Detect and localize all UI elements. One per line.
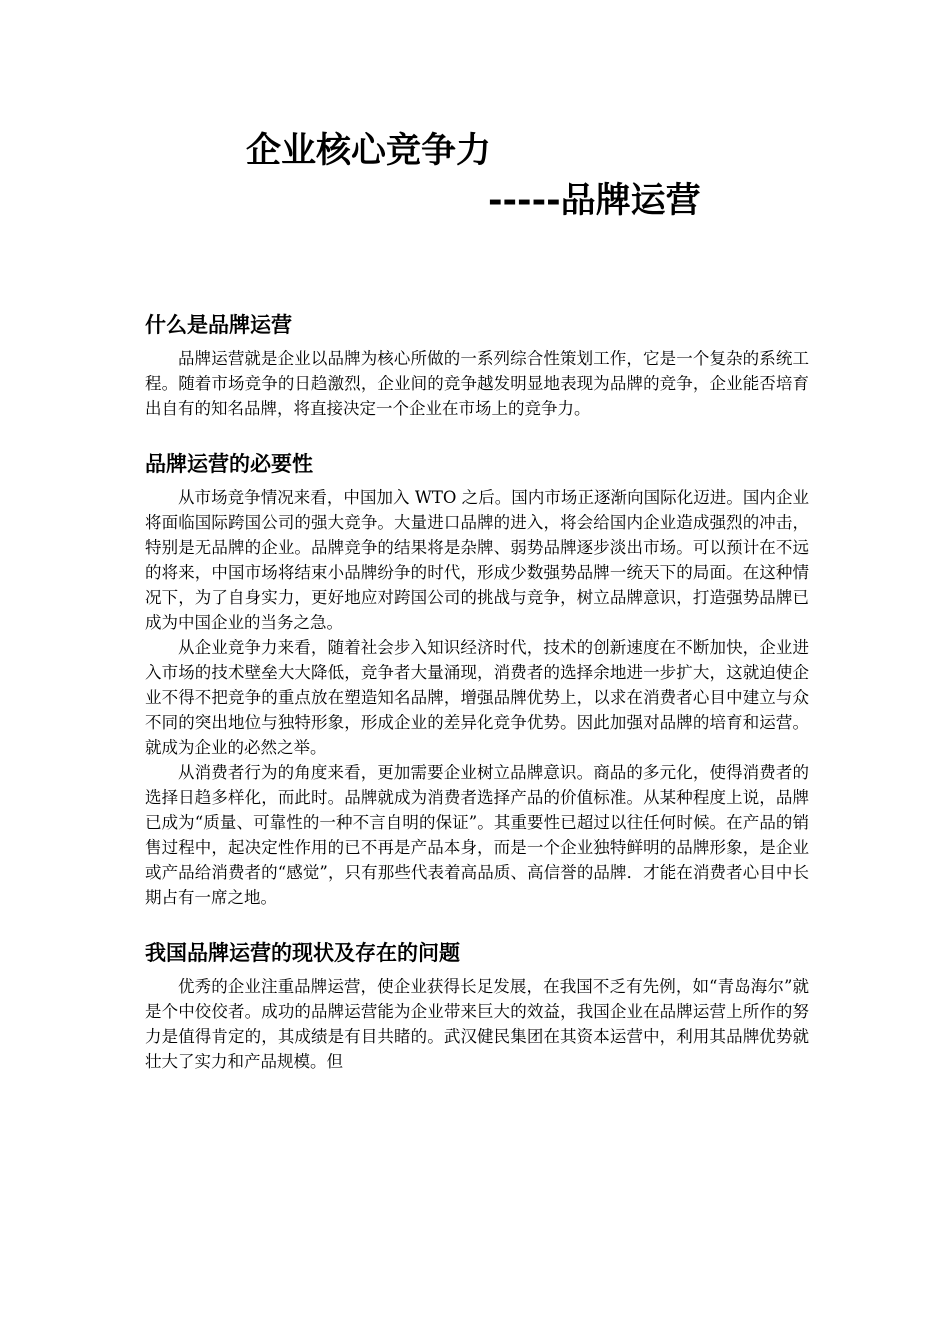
section-heading: 我国品牌运营的现状及存在的问题 <box>145 941 460 965</box>
section-heading: 品牌运营的必要性 <box>145 452 313 476</box>
paragraph: 从企业竞争力来看，随着社会步入知识经济时代，技术的创新速度在不断加快，企业进入市场的技术壁垒大大降低，竞争者大量涌现，消费者的选择余地进一步扩大，这就迫使企业不得不把竞争的重点放在塑造知名品牌，增强品牌优势上，以求在消费者心目中建立与众不同的突出地位与独特形象，形成企业的差异化竞争优势。因此加强对品牌的培育和运营。就成为企业的必然之举。 <box>145 638 809 757</box>
paragraph: 优秀的企业注重品牌运营，使企业获得长足发展，在我国不乏有先例，如“青岛海尔”就是个中佼佼者。成功的品牌运营能为企业带来巨大的效益，我国企业在品牌运营上所作的努力是值得肯定的，其成绩是有目共睹的。武汉健民集团在其资本运营中，利用其品牌优势就壮大了实力和产品规模。但 <box>145 977 809 1071</box>
document-body <box>145 308 809 1074</box>
section-necessity <box>145 447 809 910</box>
document-title: 企业核心竞争力 <box>246 131 492 171</box>
document-subtitle: -----品牌运营 <box>488 181 701 221</box>
paragraph: 品牌运营就是企业以品牌为核心所做的一系列综合性策划工作，它是一个复杂的系统工程。随着市场竞争的日趋激烈，企业间的竞争越发明显地表现为品牌的竞争，企业能否培育出自有的知名品牌，将直接决定一个企业在市场上的竞争力。 <box>145 349 809 418</box>
paragraph: 从市场竞争情况来看，中国加入 WTO 之后。国内市场正逐渐向国际化迈进。国内企业将面临国际跨国公司的强大竞争。大量进口品牌的进入，将会给国内企业造成强烈的冲击，特别是无品牌的企业。品牌竞争的结果将是杂牌、弱势品牌逐步淡出市场。可以预计在不远的将来，中国市场将结束小品牌纷争的时代，形成少数强势品牌一统天下的局面。在这种情况下，为了自身实力，更好地应对跨国公司的挑战与竞争，树立品牌意识，打造强势品牌已成为中国企业的当务之急。 <box>145 488 809 632</box>
section-what-is-brand-operation <box>145 308 809 421</box>
section-heading: 什么是品牌运营 <box>145 313 292 337</box>
section-current-status <box>145 936 809 1074</box>
paragraph: 从消费者行为的角度来看，更加需要企业树立品牌意识。商品的多元化，使得消费者的选择日趋多样化，而此时。品牌就成为消费者选择产品的价值标准。从某种程度上说，品牌已成为“质量、可靠性的一种不言自明的保证”。其重要性已超过以往任何时候。在产品的销售过程中，起决定性作用的已不再是产品本身，而是一个企业独特鲜明的品牌形象，是企业或产品给消费者的“感觉”，只有那些代表着高品质、高信誉的品牌．才能在消费者心目中长期占有一席之地。 <box>145 763 809 907</box>
